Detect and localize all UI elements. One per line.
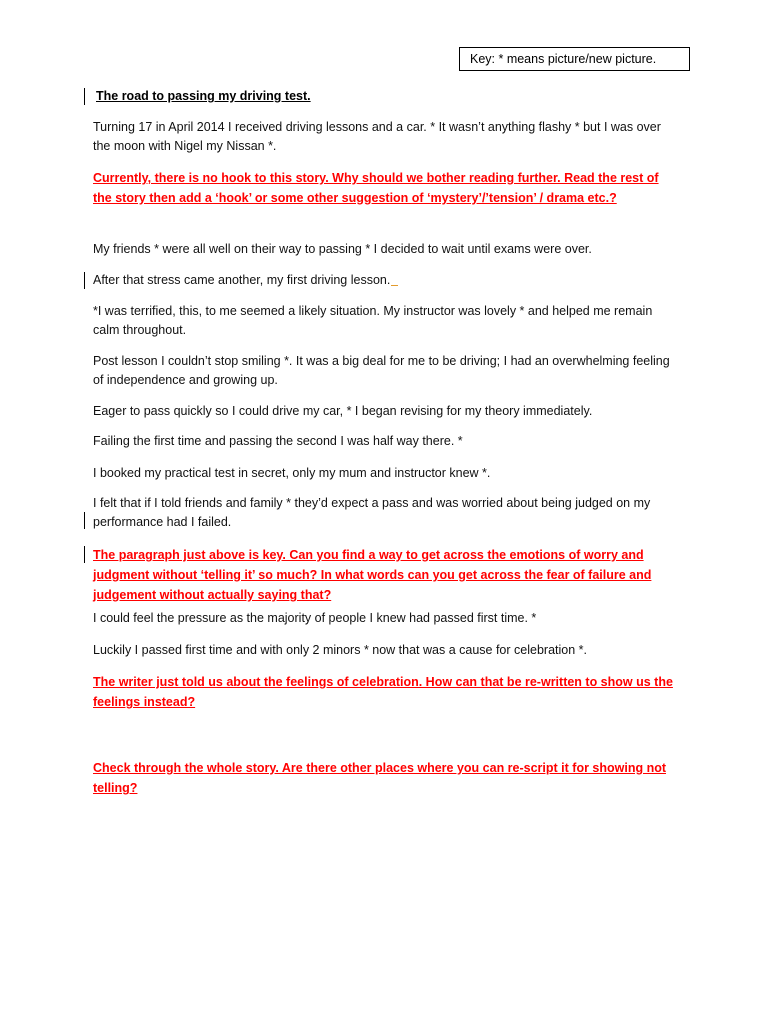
change-bar — [84, 546, 85, 563]
story-paragraph: Turning 17 in April 2014 I received driving lessons and a car. * It wasn’t anything flashy * but I was over the moon with Nigel my Nissan *. — [93, 120, 661, 153]
story-title: The road to passing my driving test. — [96, 89, 311, 103]
story-paragraph: *I was terrified, this, to me seemed a likely situation. My instructor was lovely * and helped me remain calm throughout. — [93, 304, 653, 337]
change-bar — [84, 272, 85, 289]
key-box: Key: * means picture/new picture. — [459, 47, 690, 71]
teacher-comment-key-paragraph: The paragraph just above is key. Can you find a way to get across the emotions of worry and judgment without ‘telling it’ so much? In what words can you get across the fear of failure and judgement without actually saying that? — [93, 548, 652, 602]
story-paragraph: Post lesson I couldn’t stop smiling *. It was a big deal for me to be driving; I had an overwhelming feeling of independence and growing up. — [93, 354, 670, 387]
story-paragraph-with-mark — [93, 271, 678, 290]
edit-mark — [391, 285, 398, 287]
story-paragraph: I booked my practical test in secret, only my mum and instructor knew *. — [93, 466, 491, 480]
story-paragraph: I could feel the pressure as the majority of people I knew had passed first time. * — [93, 611, 537, 625]
teacher-comment-celebration: The writer just told us about the feelings of celebration. How can that be re-written to show us the feelings instead? — [93, 675, 673, 709]
change-bar — [84, 88, 85, 105]
story-paragraph: Luckily I passed first time and with only 2 minors * now that was a cause for celebration *. — [93, 643, 587, 657]
teacher-comment-whole-story: Check through the whole story. Are there other places where you can re-script it for showing not telling? — [93, 761, 667, 795]
change-bar — [84, 512, 85, 529]
story-paragraph: Eager to pass quickly so I could drive my car, * I began revising for my theory immediately. — [93, 404, 593, 418]
teacher-comment-hook: Currently, there is no hook to this story. Why should we bother reading further. Read the rest of the story then add a ‘hook’ or some other suggestion of ‘mystery’/’tension’ / drama etc.? — [93, 171, 659, 205]
story-paragraph: Failing the first time and passing the second I was half way there. * — [93, 434, 463, 448]
story-paragraph: After that stress came another, my first driving lesson. — [93, 273, 391, 287]
story-paragraph: My friends * were all well on their way to passing * I decided to wait until exams were over. — [93, 242, 592, 256]
story-paragraph: I felt that if I told friends and family * they’d expect a pass and was worried about being judged on my performance had I failed. — [93, 496, 651, 529]
